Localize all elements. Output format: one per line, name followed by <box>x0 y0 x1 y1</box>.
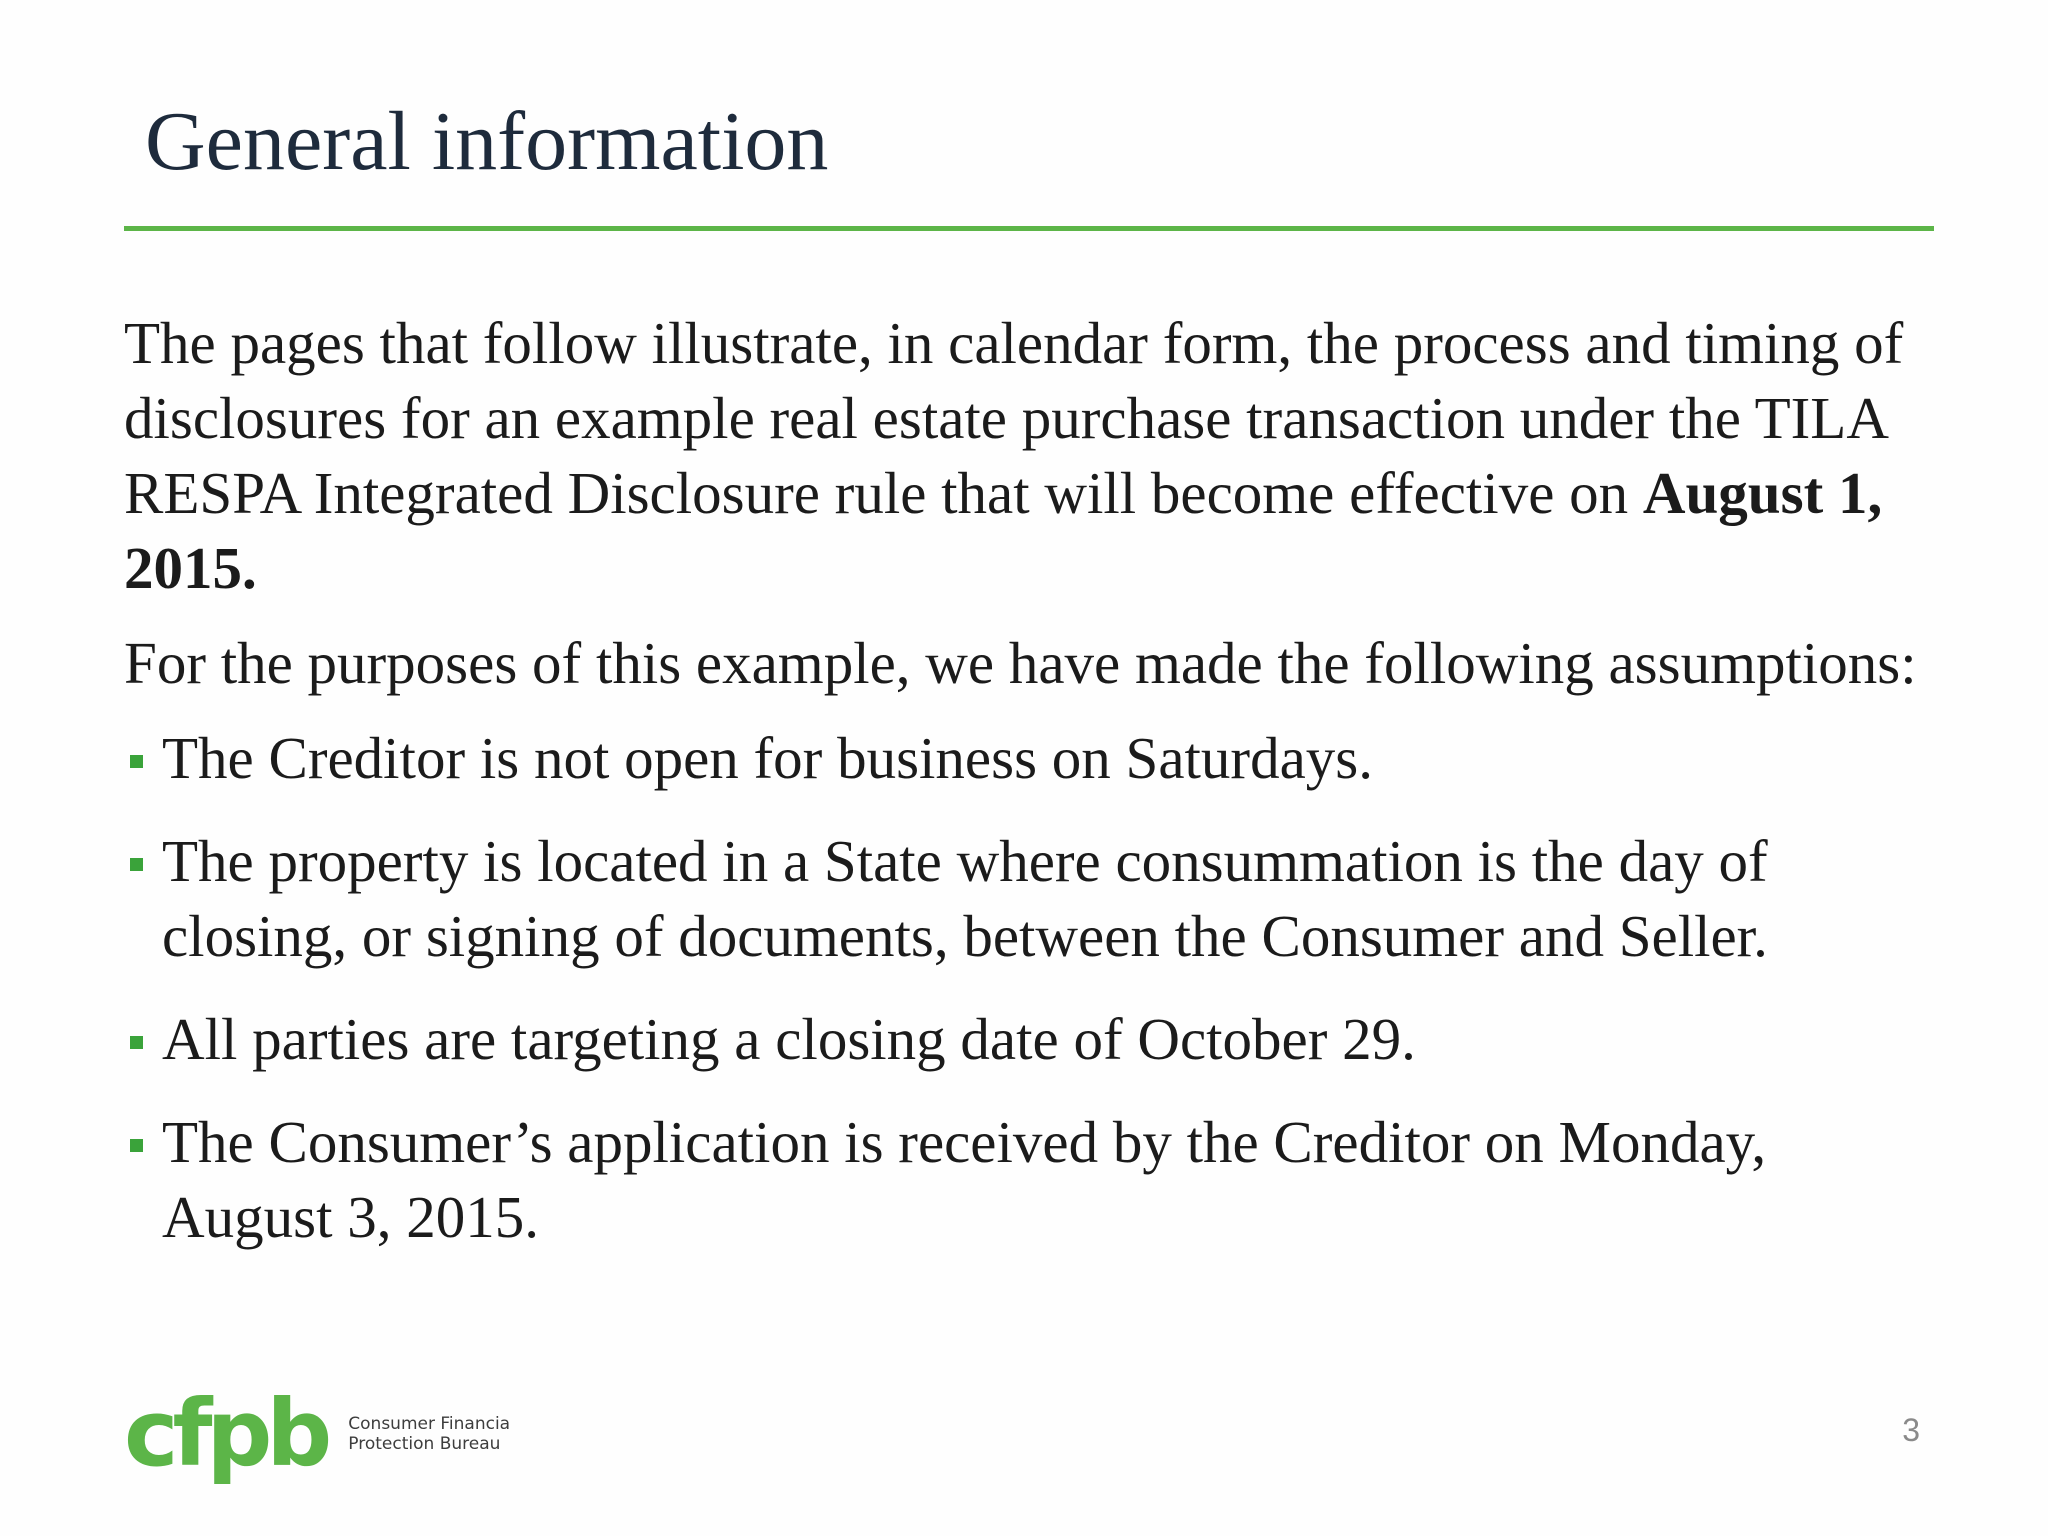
intro-date-emphasis: August 1, 2015. <box>124 460 1883 601</box>
logo-line-1: Consumer Financia <box>348 1414 511 1434</box>
assumptions-list <box>124 721 1944 1255</box>
intro-paragraph <box>124 306 1944 606</box>
square-bullet-icon <box>130 1139 143 1152</box>
title-divider <box>124 226 1934 231</box>
square-bullet-icon <box>130 858 143 871</box>
logo-text <box>348 1414 510 1454</box>
page-number: 3 <box>1902 1412 1920 1448</box>
slide-title: General information <box>145 95 829 188</box>
cfpb-logo <box>124 1380 511 1487</box>
list-item <box>124 824 1944 974</box>
intro-text: The pages that follow illustrate, in calendar form, the process and timing of disclosures for an example real estate purchase transaction under the TILA RESPA Integrated Disclosure rule that will become effective on <box>124 310 1904 526</box>
list-item-text: The Consumer’s application is received by the Creditor on Monday, August 3, 2015. <box>162 1109 1767 1250</box>
list-item <box>124 1105 1944 1255</box>
list-item <box>124 721 1944 796</box>
list-item-text: The property is located in a State where consummation is the day of closing, or signing of documents, between the Consumer and Seller. <box>162 828 1768 969</box>
assumptions-intro: For the purposes of this example, we have made the following assumptions: <box>124 630 1917 696</box>
logo-line-2: Protection Bureau <box>348 1434 501 1454</box>
slide-body <box>124 306 1944 1283</box>
list-item-text: The Creditor is not open for business on Saturdays. <box>162 725 1373 791</box>
logo-mark: cfpb <box>124 1380 327 1487</box>
list-item <box>124 1002 1944 1077</box>
list-item-text: All parties are targeting a closing date of October 29. <box>162 1006 1416 1072</box>
square-bullet-icon <box>130 755 143 768</box>
square-bullet-icon <box>130 1036 143 1049</box>
